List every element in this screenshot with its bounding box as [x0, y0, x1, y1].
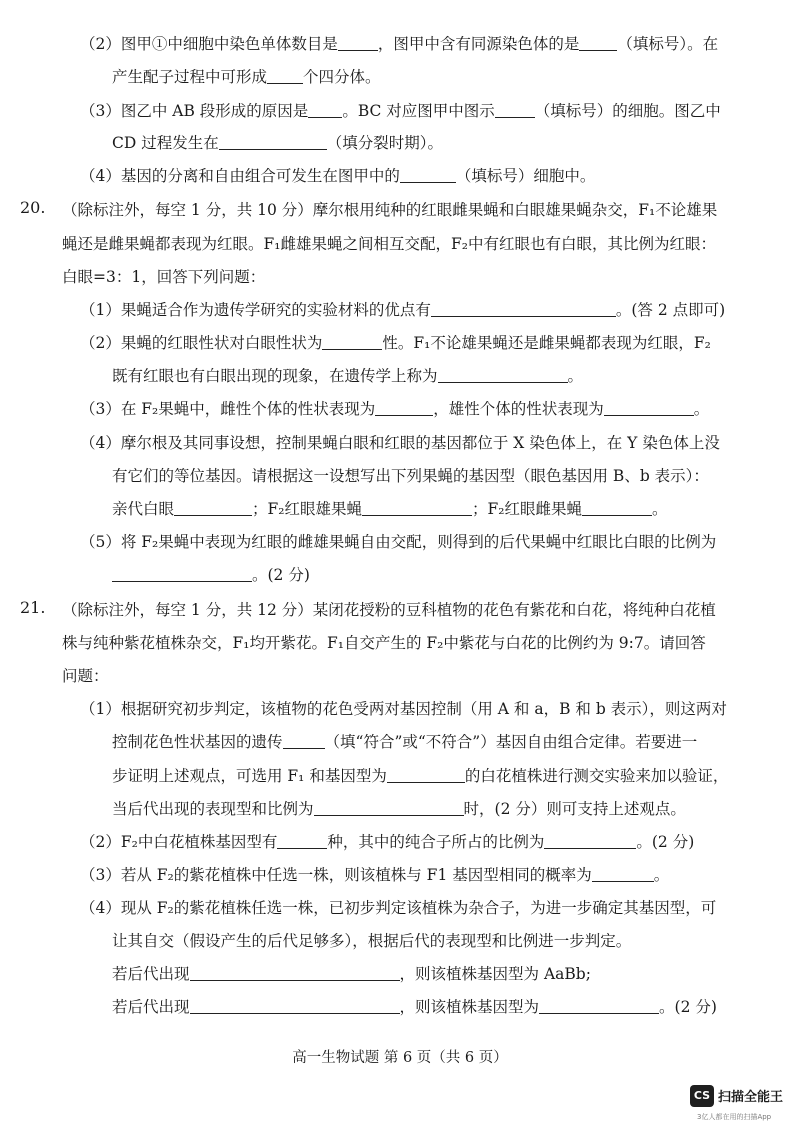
- q20-part5-line2: 。(2 分): [112, 563, 310, 585]
- q21-part1-line4: 当后代出现的表现型和比例为 时，(2 分）则可支持上述观点。: [112, 800, 686, 818]
- q19-part3-line1: （3）图乙中 AB 段形成的原因是 。BC 对应图甲中图示 （填标号）的细胞。图乙中: [80, 102, 721, 120]
- answer-blank[interactable]: [579, 35, 617, 52]
- answer-blank[interactable]: [190, 965, 400, 982]
- answer-blank[interactable]: [544, 833, 636, 850]
- q21-part4-line3: 若后代出现 ，则该植株基因型为 AaBb;: [112, 965, 591, 983]
- q21-part1-line3: 步证明上述观点，可选用 F₁ 和基因型为 的白花植株进行测交实验来加以验证，: [112, 767, 729, 785]
- q21-part4-line2: 让其自交（假设产生的后代足够多），根据后代的表现型和比例进一步判定。: [112, 932, 632, 950]
- page-footer: 高一生物试题 第 6 页（共 6 页）: [292, 1050, 508, 1066]
- q19-part3-line2: CD 过程发生在 （填分裂时期）。: [112, 134, 443, 152]
- question-number-20: 20.: [20, 198, 46, 217]
- answer-blank[interactable]: [267, 68, 303, 85]
- answer-blank[interactable]: [400, 167, 456, 184]
- answer-blank[interactable]: [308, 102, 342, 119]
- q20-part4-line1: （4）摩尔根及其同事设想，控制果蝇白眼和红眼的基因都位于 X 染色体上，在 Y 染色体上没: [80, 434, 720, 452]
- q20-part2-line2: 既有红眼也有白眼出现的现象，在遗传学上称为 。: [112, 367, 584, 385]
- q20-part4-line3: 亲代白眼 ；F₂红眼雄果蝇 ；F₂红眼雌果蝇 。: [112, 500, 668, 518]
- q20-part1: （1）果蝇适合作为遗传学研究的实验材料的优点有 。(答 2 点即可): [80, 301, 726, 319]
- camscanner-name: 扫描全能王: [718, 1090, 784, 1105]
- answer-blank[interactable]: [322, 334, 382, 351]
- answer-blank[interactable]: [362, 500, 472, 517]
- q20-part5-line1: （5）将 F₂果蝇中表现为红眼的雌雄果蝇自由交配，则得到的后代果蝇中红眼比白眼的比例为: [80, 533, 717, 551]
- q19-part2-line1: （2）图甲①中细胞中染色单体数目是 ，图甲中含有同源染色体的是 （填标号）。在: [80, 35, 719, 53]
- q20-intro-line1: （除标注外，每空 1 分，共 10 分）摩尔根用纯种的红眼雌果蝇和白眼雄果蝇杂交，F₁不论雄果: [62, 201, 718, 219]
- answer-blank[interactable]: [387, 767, 465, 784]
- q21-part2: （2）F₂中白花植株基因型有 种，其中的纯合子所占的比例为 。(2 分): [80, 833, 695, 851]
- answer-blank[interactable]: [438, 367, 568, 384]
- q21-part4-line1: （4）现从 F₂的紫花植株任选一株，已初步判定该植株为杂合子，为进一步确定其基因型，可: [80, 899, 717, 917]
- answer-blank[interactable]: [431, 301, 616, 318]
- question-number-21: 21.: [20, 598, 46, 617]
- q19-part4: （4）基因的分离和自由组合可发生在图甲中的 （填标号）细胞中。: [80, 167, 596, 185]
- q20-part3: （3）在 F₂果蝇中，雌性个体的性状表现为 ，雄性个体的性状表现为 。: [80, 400, 710, 418]
- camscanner-logo-icon: CS: [690, 1085, 714, 1107]
- answer-blank[interactable]: [338, 35, 378, 52]
- q21-intro-line2: 株与纯种紫花植株杂交，F₁均开紫花。F₁自交产生的 F₂中紫花与白花的比例约为 9:7。请回答: [62, 634, 706, 652]
- answer-blank[interactable]: [219, 134, 327, 151]
- answer-blank[interactable]: [539, 998, 659, 1015]
- answer-blank[interactable]: [495, 102, 535, 119]
- answer-blank[interactable]: [112, 566, 252, 583]
- q20-intro-line2: 蝇还是雌果蝇都表现为红眼。F₁雌雄果蝇之间相互交配，F₂中有红眼也有白眼，其比例为红眼：: [62, 235, 716, 253]
- q20-part2-line1: （2）果蝇的红眼性状对白眼性状为 性。F₁不论雄果蝇还是雌果蝇都表现为红眼，F₂: [80, 334, 711, 352]
- q21-part1-line2: 控制花色性状基因的遗传 （填“符合”或“不符合”）基因自由组合定律。若要进一: [112, 733, 698, 751]
- answer-blank[interactable]: [375, 400, 433, 417]
- answer-blank[interactable]: [277, 833, 327, 850]
- answer-blank[interactable]: [592, 866, 654, 883]
- q19-part2-line2: 产生配子过程中可形成 个四分体。: [112, 68, 381, 86]
- q21-intro-line3: 问题：: [62, 667, 109, 685]
- answer-blank[interactable]: [604, 400, 694, 417]
- answer-blank[interactable]: [314, 800, 464, 817]
- answer-blank[interactable]: [190, 998, 400, 1015]
- camscanner-tagline: 3亿人都在用的扫描App: [697, 1113, 772, 1121]
- answer-blank[interactable]: [283, 733, 325, 750]
- q21-part1-line1: （1）根据研究初步判定，该植物的花色受两对基因控制（用 A 和 a，B 和 b 表示），则这两对: [80, 700, 727, 718]
- q20-intro-line3: 白眼=3：1，回答下列问题：: [62, 268, 266, 286]
- answer-blank[interactable]: [174, 500, 252, 517]
- q20-part4-line2: 有它们的等位基因。请根据这一设想写出下列果蝇的基因型（眼色基因用 B、b 表示）：: [112, 467, 709, 485]
- q21-part4-line4: 若后代出现 ，则该植株基因型为 。(2 分): [112, 998, 717, 1016]
- answer-blank[interactable]: [582, 500, 652, 517]
- q21-part3: （3）若从 F₂的紫花植株中任选一株，则该植株与 F1 基因型相同的概率为 。: [80, 866, 670, 884]
- q21-intro-line1: （除标注外，每空 1 分，共 12 分）某闭花授粉的豆科植物的花色有紫花和白花，将纯种白花植: [62, 601, 716, 619]
